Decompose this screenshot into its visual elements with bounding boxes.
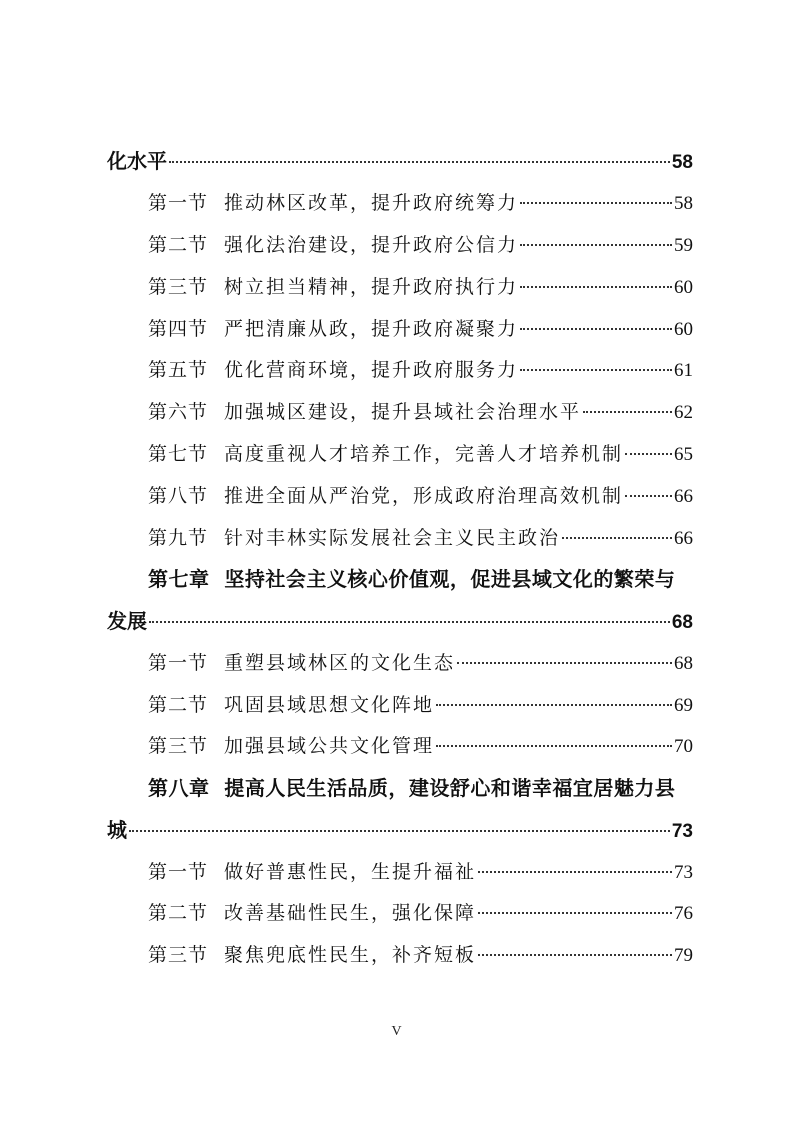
toc-page-number: 68 [671,612,693,633]
toc-chapter-title: 第七章 坚持社会主义核心价值观，促进县域文化的繁荣与 [148,567,676,591]
toc-section-entry[interactable] [148,857,693,887]
toc-section-entry[interactable] [148,731,693,761]
toc-chapter-heading[interactable] [148,564,693,594]
dot-leader [562,537,672,539]
toc-page-number: 76 [674,903,693,924]
toc-entry-title: 巩固县域思想文化阵地 [224,694,435,716]
toc-section-entry[interactable] [148,940,693,970]
toc-section-entry[interactable] [148,188,693,218]
toc-page-number: 70 [674,736,693,757]
dot-leader [520,202,672,204]
toc-section-number: 第三节 [148,735,209,757]
toc-chapter-heading[interactable] [148,773,693,803]
dot-leader [129,830,670,832]
toc-page-number: 79 [674,945,693,966]
toc-entry-title: 化水平 [107,149,167,173]
toc-section-entry[interactable] [148,230,693,260]
dot-leader [169,161,670,163]
toc-section-number: 第二节 [148,234,209,256]
toc-section-number: 第三节 [148,944,209,966]
toc-entry-title: 推进全面从严治党，形成政府治理高效机制 [224,485,624,507]
toc-page-number: 58 [671,152,693,173]
dot-leader [436,745,672,747]
toc-section-number: 第一节 [148,861,209,883]
toc-entry-title: 严把清廉从政，提升政府凝聚力 [224,318,519,340]
toc-page-number: 69 [674,695,693,716]
toc-page-number: 60 [674,319,693,340]
toc-chapter-continuation[interactable] [107,146,693,176]
toc-section-number: 第五节 [148,359,209,381]
toc-page-number: 60 [674,277,693,298]
dot-leader [478,954,672,956]
toc-entry-title: 加强县域公共文化管理 [224,735,435,757]
toc-entry-title: 针对丰林实际发展社会主义民主政治 [224,527,561,549]
toc-chapter-title: 第八章 提高人民生活品质，建设舒心和谐幸福宜居魅力县 [148,776,676,800]
toc-entry-title: 聚焦兜底性民生，补齐短板 [224,944,477,966]
toc-page-number: 58 [674,193,693,214]
toc-section-entry[interactable] [148,523,693,553]
toc-section-entry[interactable] [148,898,693,928]
toc-section-number: 第二节 [148,694,209,716]
toc-page-number: 62 [674,402,693,423]
toc-page-number: 66 [674,486,693,507]
dot-leader [149,621,670,623]
toc-section-entry[interactable] [148,397,693,427]
toc-page-number: 68 [674,653,693,674]
page-footer-number: V [391,1024,402,1039]
dot-leader [457,662,672,664]
dot-leader [436,704,672,706]
dot-leader [625,453,672,455]
toc-section-entry[interactable] [148,314,693,344]
toc-entry-title: 高度重视人才培养工作，完善人才培养机制 [224,443,624,465]
toc-entry-title: 重塑县域林区的文化生态 [224,652,456,674]
toc-section-number: 第六节 [148,401,209,423]
toc-entry-title: 做好普惠性民，生提升福祉 [224,861,477,883]
dot-leader [625,495,672,497]
toc-entry-title: 推动林区改革，提升政府统筹力 [224,192,519,214]
dot-leader [520,286,672,288]
toc-chapter-continuation[interactable] [107,606,693,636]
toc-entry-title: 强化法治建设，提升政府公信力 [224,234,519,256]
dot-leader [520,328,672,330]
toc-section-number: 第一节 [148,652,209,674]
toc-section-number: 第一节 [148,192,209,214]
dot-leader [520,369,672,371]
toc-section-entry[interactable] [148,648,693,678]
toc-section-number: 第三节 [148,276,209,298]
toc-entry-title: 改善基础性民生，强化保障 [224,902,477,924]
toc-page-number: 65 [674,444,693,465]
dot-leader [478,912,672,914]
toc-page-number: 73 [671,821,693,842]
toc-page-number: 61 [674,360,693,381]
toc-entry-title: 树立担当精神，提升政府执行力 [224,276,519,298]
dot-leader [583,411,672,413]
toc-section-entry[interactable] [148,439,693,469]
toc-section-number: 第八节 [148,485,209,507]
toc-page-number: 66 [674,528,693,549]
toc-section-number: 第二节 [148,902,209,924]
toc-section-entry[interactable] [148,690,693,720]
toc-chapter-continuation[interactable] [107,815,693,845]
toc-entry-title: 优化营商环境，提升政府服务力 [224,359,519,381]
dot-leader [478,871,672,873]
toc-section-number: 第九节 [148,527,209,549]
toc-page-number: 73 [674,862,693,883]
dot-leader [520,244,672,246]
toc-entry-title: 发展 [107,609,147,633]
toc-section-entry[interactable] [148,272,693,302]
toc-section-number: 第七节 [148,443,209,465]
toc-entry-title: 加强城区建设，提升县域社会治理水平 [224,401,582,423]
toc-entry-title: 城 [107,818,127,842]
toc-page-number: 59 [674,235,693,256]
toc-section-number: 第四节 [148,318,209,340]
toc-section-entry[interactable] [148,355,693,385]
toc-section-entry[interactable] [148,481,693,511]
